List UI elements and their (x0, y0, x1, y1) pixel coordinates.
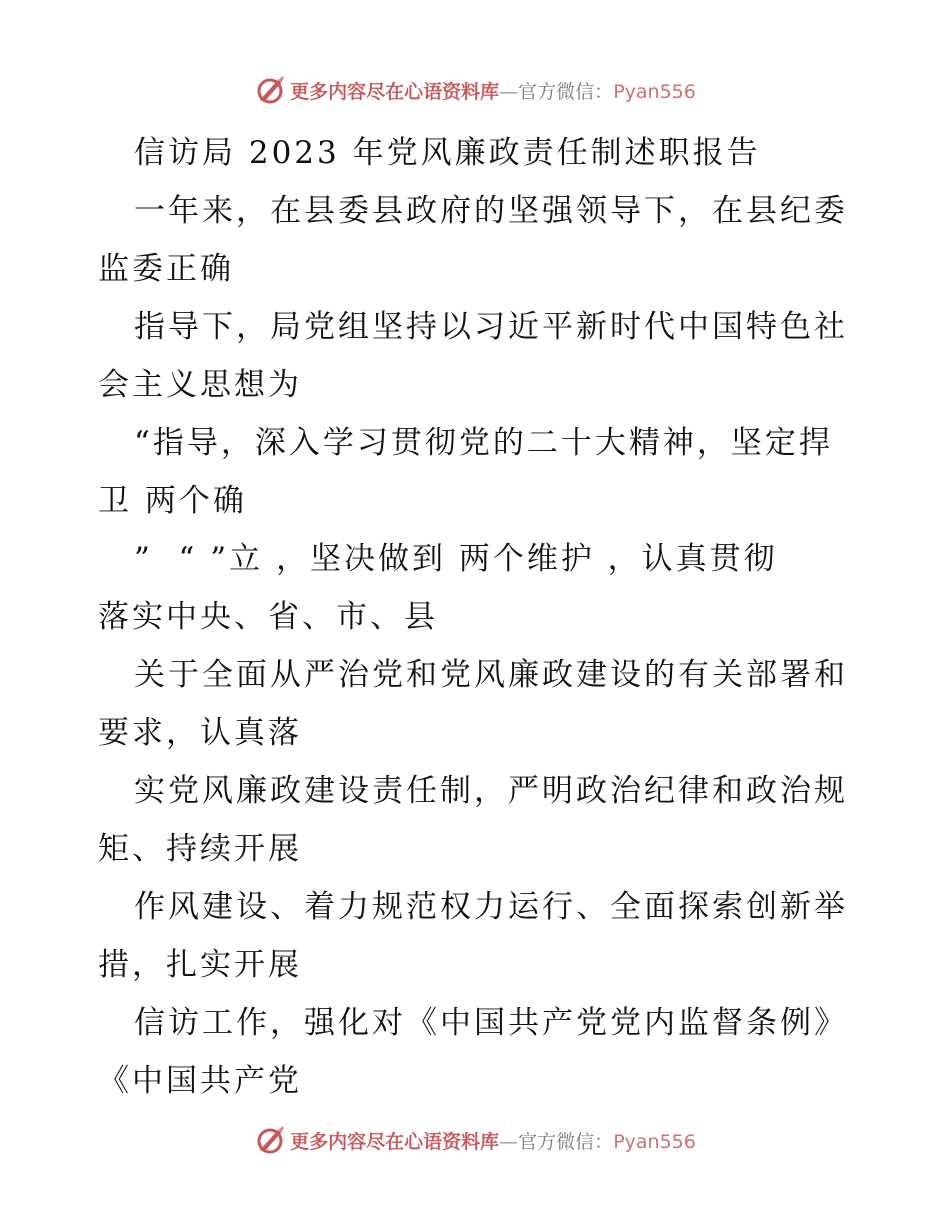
text-line: 卫 两个确 (98, 483, 247, 519)
text-line: 落实中央、省、市、县 (98, 599, 438, 635)
text-line: 信访工作，强化对《中国共产党党内监督条例》 (134, 1005, 848, 1041)
document-title: 信访局 2023 年党风廉政责任制述职报告 (134, 135, 761, 171)
text-line: 作风建设、着力规范权力运行、全面探索创新举 (134, 889, 848, 925)
text-line: 实党风廉政建设责任制，严明政治纪律和政治规 (134, 773, 848, 809)
text-line: 会主义思想为 (98, 367, 302, 403)
quill-logo-icon (254, 74, 286, 106)
text-line: 《中国共产党 (98, 1063, 302, 1099)
footer-watermark-banner (0, 1120, 950, 1160)
document-body (98, 124, 858, 1110)
text-line: 矩、持续开展 (98, 831, 302, 867)
text-line: 一年来，在县委县政府的坚强领导下，在县纪委 (134, 193, 848, 229)
text-line: 监委正确 (98, 251, 234, 287)
text-line: 关于全面从严治党和党风廉政建设的有关部署和 (134, 657, 848, 693)
text-line: 要求，认真落 (98, 715, 302, 751)
text-line: “指导，深入学习贯彻党的二十大精神，坚定捍 (134, 425, 833, 461)
text-line: 指导下，局党组坚持以习近平新时代中国特色社 (134, 309, 848, 345)
text-line: 措，扎实开展 (98, 947, 302, 983)
banner-text: 更多内容尽在心语资料库—官方微信：Pyan556 (290, 1130, 696, 1153)
header-watermark-banner (0, 70, 950, 110)
banner-text: 更多内容尽在心语资料库—官方微信：Pyan556 (290, 80, 696, 103)
quill-logo-icon (254, 1124, 286, 1156)
text-line: ” “ ”立 ，坚决做到 两个维护 ，认真贯彻 (134, 541, 778, 577)
